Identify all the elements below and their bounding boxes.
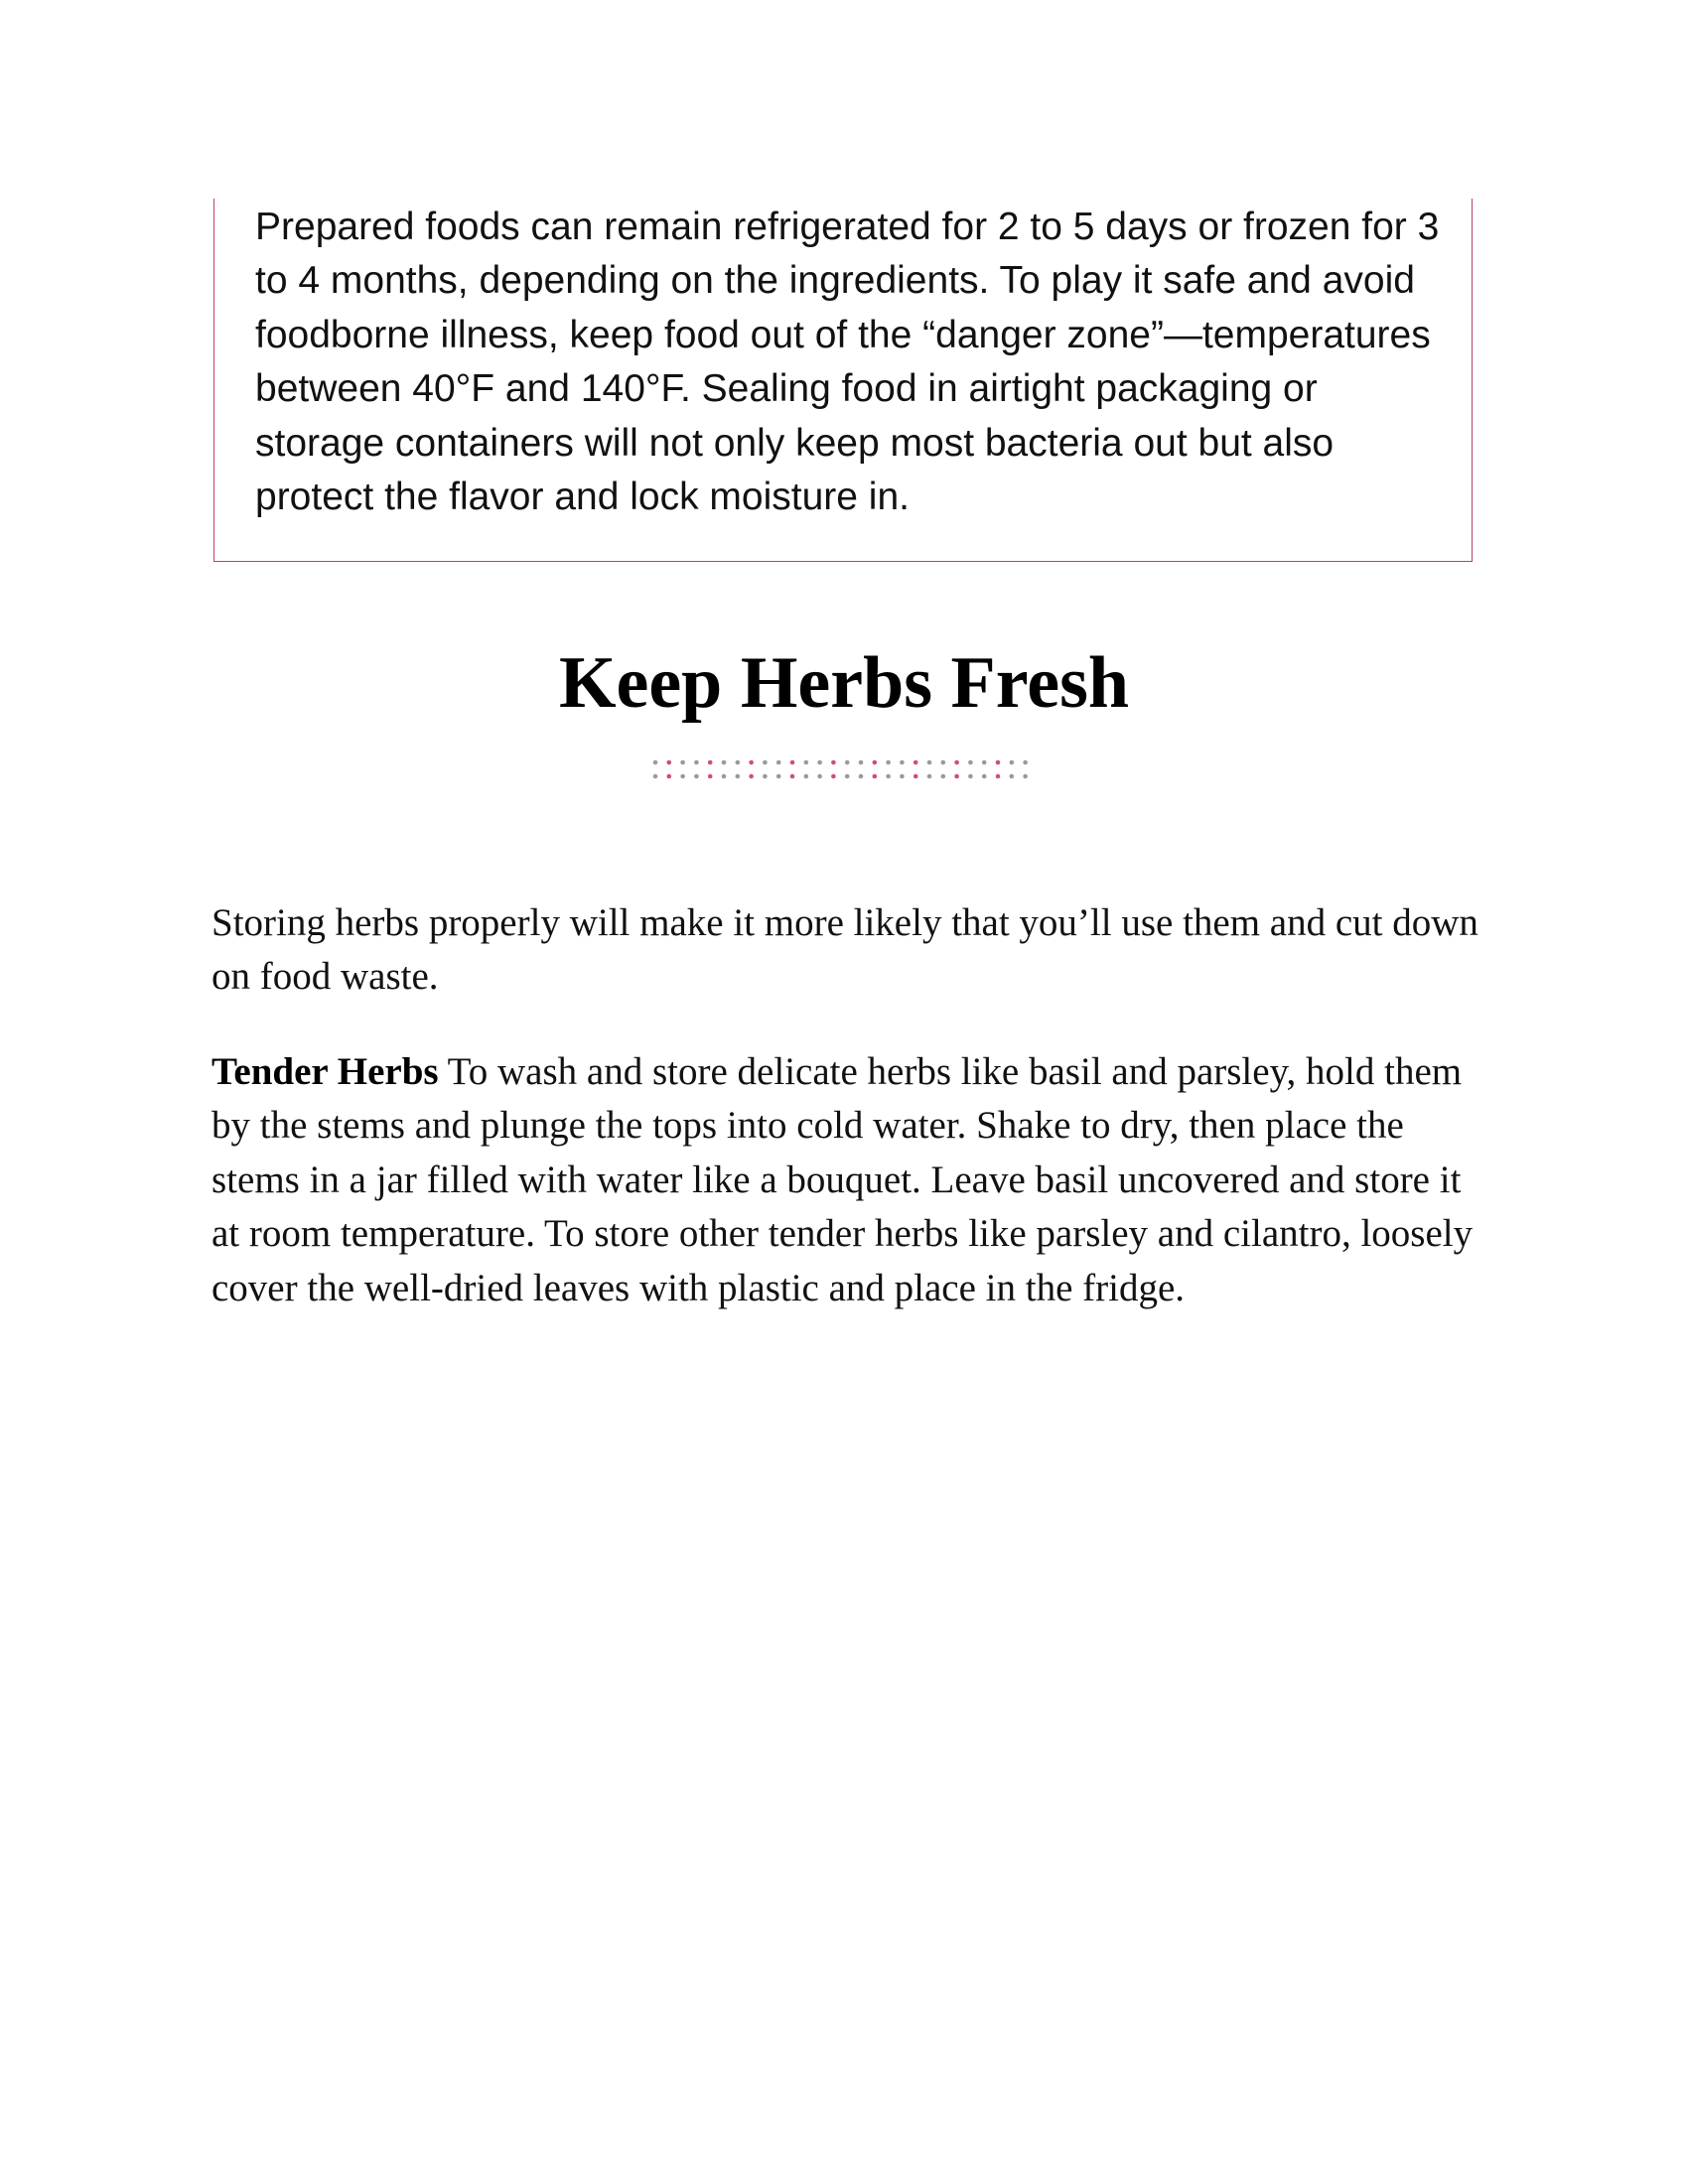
divider-dot [996,760,1001,765]
divider-dot [859,760,864,765]
divider-dot [982,760,987,765]
divider-dot [804,760,809,765]
divider-dot [694,774,699,779]
divider-dot [873,774,878,779]
section-title: Keep Herbs Fresh [558,642,1130,724]
divider-dot [817,774,822,779]
divider-dot [1010,760,1015,765]
tender-herbs-term: Tender Herbs [211,1050,439,1093]
divider-dot [667,760,672,765]
divider-dot [653,760,658,765]
divider-dot [736,760,741,765]
divider-dot [722,774,727,779]
divider-dot [736,774,741,779]
divider-dot [845,760,850,765]
divider-dot [790,760,795,765]
divider-dot [831,774,836,779]
divider-dot [831,760,836,765]
divider-dot [886,760,891,765]
divider-dot [790,774,795,779]
dotted-divider [650,756,1038,784]
divider-dot [763,774,768,779]
divider-dot [900,774,905,779]
divider-dot [886,774,891,779]
divider-dot [680,774,685,779]
divider-dot [927,760,932,765]
divider-dot [708,774,713,779]
divider-dot [763,760,768,765]
divider-dot [776,760,781,765]
divider-dot [914,760,918,765]
callout-text: Prepared foods can remain refrigerated for 2 to 5 days or frozen for 3 to 4 months, depending on the ingredients. To play it safe and avoid foodborne illness, keep food out of the “danger zone”—temperatures between 40°F and 140°F. Sealing food in airtight packaging or storage containers will not only keep most bacteria out but also protect the flavor and lock moisture in. [255,205,1440,519]
divider-dot [804,774,809,779]
divider-dot [996,774,1001,779]
divider-dot [749,760,754,765]
divider-dot [817,760,822,765]
divider-dot [749,774,754,779]
divider-dot [653,774,658,779]
divider-dot [708,760,713,765]
divider-dot [914,774,918,779]
intro-paragraph: Storing herbs properly will make it more likely that you’ll use them and cut down on food waste. [211,901,1478,999]
divider-dot [776,774,781,779]
divider-dot [845,774,850,779]
divider-dot [680,760,685,765]
divider-dot [667,774,672,779]
divider-dot [982,774,987,779]
divider-dot [954,774,959,779]
divider-dot [968,774,973,779]
divider-dot [722,760,727,765]
divider-dot [1023,760,1028,765]
divider-dot [1023,774,1028,779]
divider-dot [859,774,864,779]
divider-dot [954,760,959,765]
divider-dot [941,760,946,765]
divider-dot [968,760,973,765]
divider-dot [927,774,932,779]
tender-herbs-text: To wash and store delicate herbs like basil and parsley, hold them by the stems and plunge the tops into cold water. Shake to dry, then place the stems in a jar filled with water like a bouquet. Leave basil uncovered and store it at room temperature. To store other tender herbs like parsley and cilantro, loosely cover the well-dried leaves with plastic and place in the fridge. [211,1050,1474,1309]
callout-box [213,199,1473,562]
tender-herbs-paragraph [211,1045,1492,1315]
divider-dot [873,760,878,765]
divider-dot [900,760,905,765]
divider-dot [694,760,699,765]
divider-dot [1010,774,1015,779]
divider-dot [941,774,946,779]
